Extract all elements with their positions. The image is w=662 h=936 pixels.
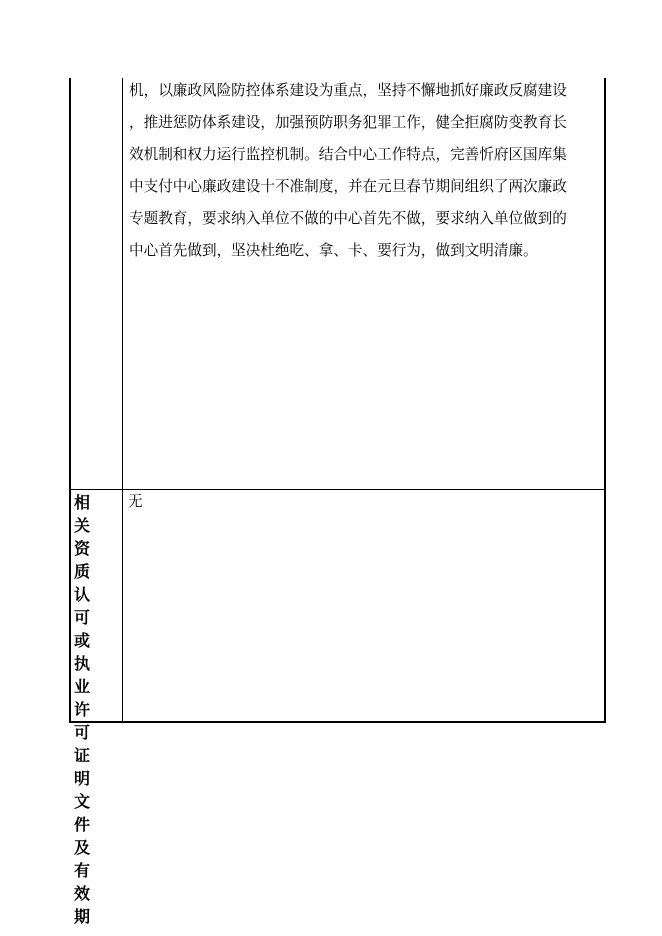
work-summary-text	[129, 75, 601, 267]
text-line: 专题教育，要求纳入单位不做的中心首先不做，要求纳入单位做到的	[129, 210, 567, 227]
text-line: ，推进惩防体系建设，加强预防职务犯罪工作，健全拒腐防变教育长	[129, 114, 567, 131]
text-line: 中心首先做到，坚决杜绝吃、拿、卡、要行为，做到文明清廉。	[129, 242, 538, 259]
column-divider	[122, 78, 123, 721]
text-line: 效机制和权力运行监控机制。结合中心工作特点，完善忻府区国库集	[129, 146, 567, 163]
text-line: 机，以廉政风险防控体系建设为重点，坚持不懈地抓好廉政反腐建设	[129, 82, 567, 99]
qualification-label: 相关资质认可或执业许可证明文件及有效期	[74, 493, 98, 926]
qualification-value: 无	[128, 493, 143, 510]
text-line: 中支付中心廉政建设十不准制度，并在元旦春节期间组织了两次廉政	[129, 178, 567, 195]
row-divider	[71, 489, 604, 490]
